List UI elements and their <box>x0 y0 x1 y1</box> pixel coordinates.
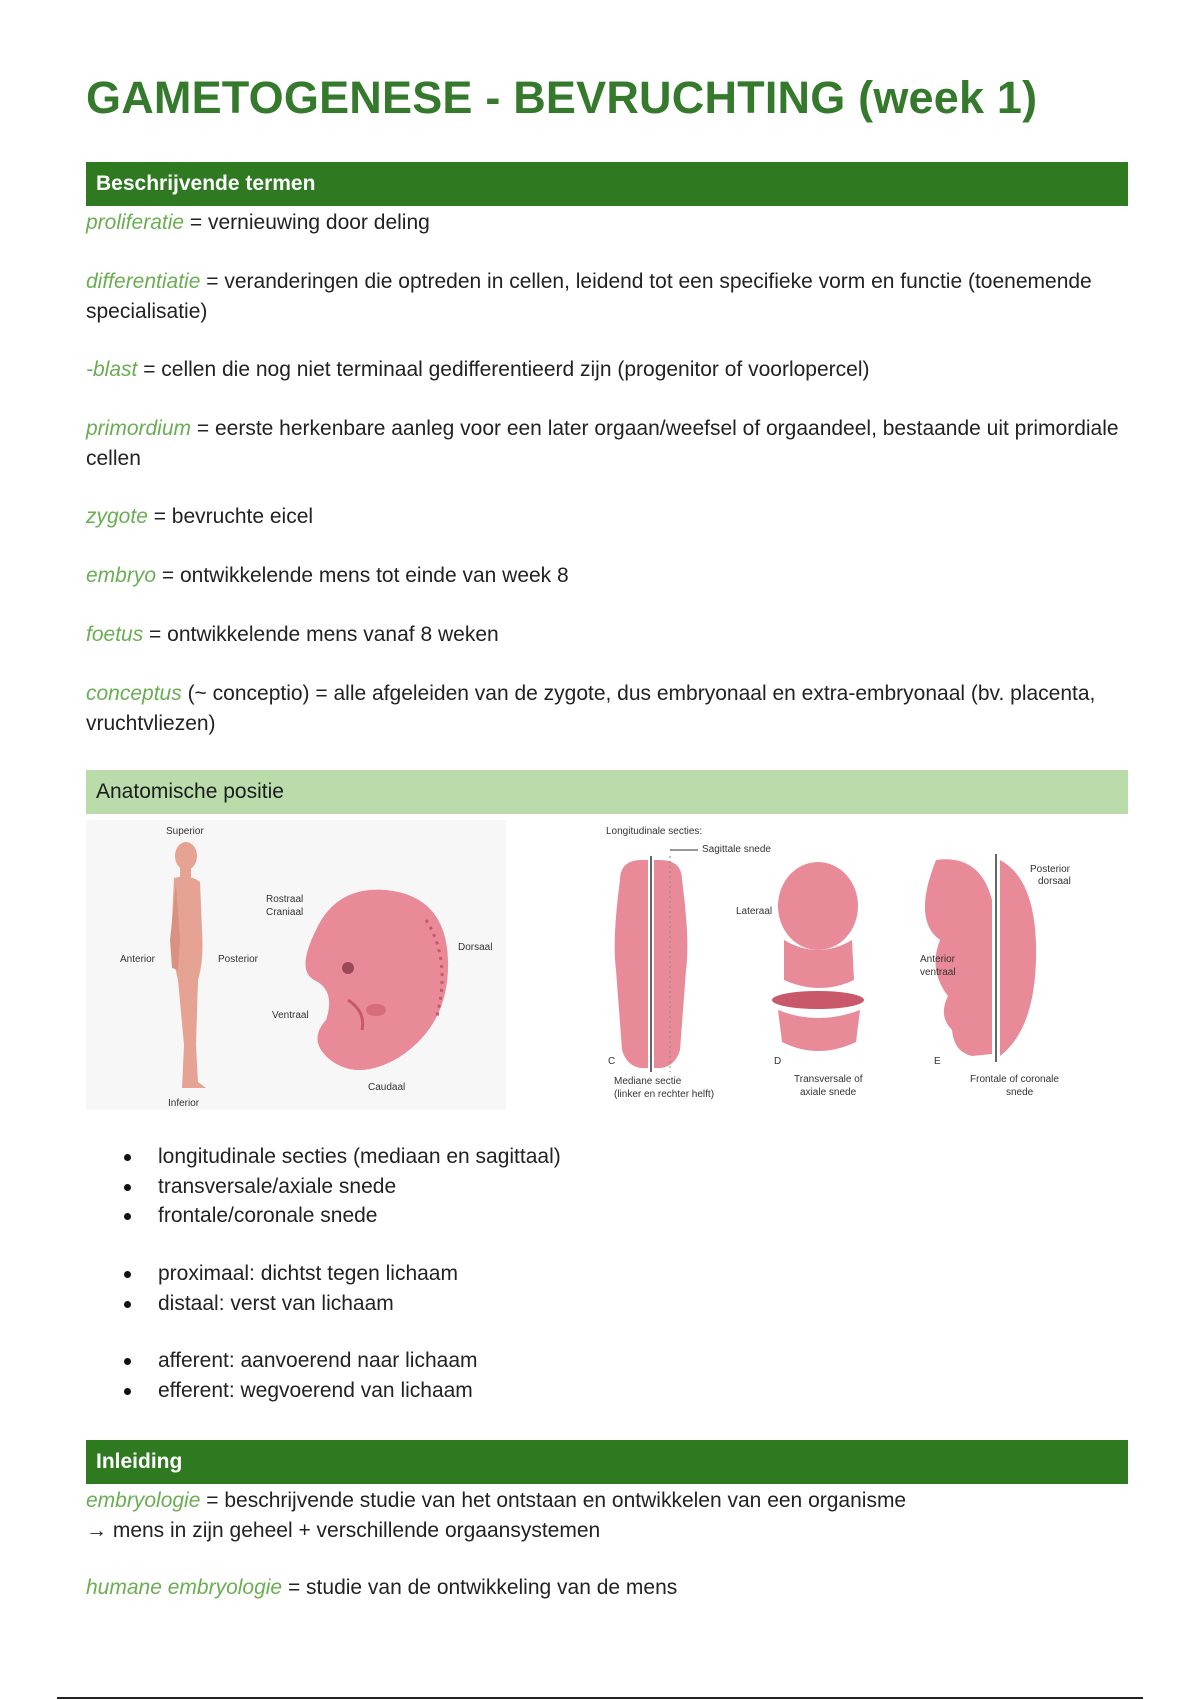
list-item: transversale/axiale snede <box>118 1172 561 1202</box>
list-item: frontale/coronale snede <box>118 1201 561 1231</box>
definition-conceptus <box>86 679 1126 739</box>
label-superior: Superior <box>166 826 204 837</box>
label-anterior: Anterior <box>120 954 156 965</box>
list-item: distaal: verst van lichaam <box>118 1289 458 1319</box>
embryo-transverse-section <box>772 862 864 1051</box>
label-axiale-snede: axiale snede <box>800 1087 857 1098</box>
label-lateraal: Lateraal <box>736 906 773 917</box>
term-text: = veranderingen die optreden in cellen, leidend tot een specifieke vorm en functie (toenemende specialisatie) <box>86 270 1092 323</box>
label-d: D <box>774 1056 782 1067</box>
list-item: efferent: wegvoerend van lichaam <box>118 1376 478 1406</box>
label-longitudinale-secties: Longitudinale secties: <box>606 826 703 837</box>
section-heading-anatomische-positie: Anatomische positie <box>86 770 1128 814</box>
label-rostraal: Rostraal <box>266 894 304 905</box>
definition-blast <box>86 355 1126 385</box>
label-ventraal-e: ventraal <box>920 967 956 978</box>
label-caudaal: Caudaal <box>368 1082 406 1093</box>
anatomical-position-figure <box>86 820 506 1110</box>
page-title: GAMETOGENESE - BEVRUCHTING (week 1) <box>86 72 1038 123</box>
label-mediane-sectie: Mediane sectie <box>614 1076 682 1087</box>
label-transversale: Transversale of <box>794 1074 863 1085</box>
term-text: = ontwikkelende mens vanaf 8 weken <box>143 623 499 646</box>
bullet-list-afferent-efferent <box>118 1346 478 1405</box>
section-heading-beschrijvende-termen: Beschrijvende termen <box>86 162 1128 206</box>
bullet-list-proximaal-distaal <box>118 1259 458 1318</box>
term-text: = ontwikkelende mens tot einde van week 8 <box>156 564 569 587</box>
page-bottom-rule <box>57 1697 1143 1699</box>
term-label: embryo <box>86 564 157 587</box>
definition-primordium <box>86 414 1126 474</box>
section-views-figure <box>598 820 1078 1110</box>
term-text: = beschrijvende studie van het ontstaan en ontwikkelen van een organisme <box>200 1489 907 1512</box>
label-c: C <box>608 1056 616 1067</box>
list-item: proximaal: dichtst tegen lichaam <box>118 1259 458 1289</box>
definition-embryo <box>86 561 1126 591</box>
term-text: = eerste herkenbare aanleg voor een later orgaan/weefsel of orgaandeel, bestaande uit primordiale cellen <box>86 417 1119 470</box>
section-heading-inleiding: Inleiding <box>86 1440 1128 1484</box>
term-label: foetus <box>86 623 144 646</box>
label-posterior: Posterior <box>218 954 259 965</box>
term-text: = studie van de ontwikkeling van de mens <box>282 1576 678 1599</box>
term-text: = cellen die nog niet terminaal gedifferentieerd zijn (progenitor of voorlopercel) <box>137 358 870 381</box>
term-label: differentiatie <box>86 270 201 293</box>
term-text: (~ conceptio) = alle afgeleiden van de zygote, dus embryonaal en extra-embryonaal (bv. placenta, vruchtvliezen) <box>86 682 1096 735</box>
definition-differentiatie <box>86 267 1126 327</box>
label-dorsaal-e: dorsaal <box>1038 876 1071 887</box>
label-linker-rechter-helft: (linker en rechter helft) <box>614 1089 715 1100</box>
term-label: zygote <box>86 505 148 528</box>
label-e: E <box>934 1056 941 1067</box>
term-label: conceptus <box>86 682 182 705</box>
label-ventraal: Ventraal <box>272 1010 309 1021</box>
label-posterior-e: Posterior <box>1030 864 1071 875</box>
label-anterior-e: Anterior <box>920 954 956 965</box>
label-dorsaal: Dorsaal <box>458 942 493 953</box>
bullet-list-secties <box>118 1142 561 1231</box>
list-item: longitudinale secties (mediaan en sagittaal) <box>118 1142 561 1172</box>
label-sagittale-snede: Sagittale snede <box>702 844 771 855</box>
term-text-line2: → mens in zijn geheel + verschillende orgaansystemen <box>86 1519 601 1542</box>
label-frontale: Frontale of coronale <box>970 1074 1059 1085</box>
definition-foetus <box>86 620 1126 650</box>
term-label: -blast <box>86 358 138 381</box>
term-label: proliferatie <box>86 211 185 234</box>
label-coronale-snede: snede <box>1006 1087 1034 1098</box>
term-text: = vernieuwing door deling <box>184 211 430 234</box>
term-label: humane embryologie <box>86 1576 283 1599</box>
label-inferior: Inferior <box>168 1098 200 1109</box>
embryo-median-section <box>615 856 688 1072</box>
definition-zygote <box>86 502 1126 532</box>
term-label: primordium <box>86 417 192 440</box>
definition-humane-embryologie <box>86 1573 1126 1603</box>
list-item: afferent: aanvoerend naar lichaam <box>118 1346 478 1376</box>
term-text: = bevruchte eicel <box>147 505 314 528</box>
term-label: embryologie <box>86 1489 201 1512</box>
definition-proliferatie <box>86 208 1126 238</box>
label-craniaal: Craniaal <box>266 907 304 918</box>
definition-embryologie <box>86 1486 1126 1546</box>
